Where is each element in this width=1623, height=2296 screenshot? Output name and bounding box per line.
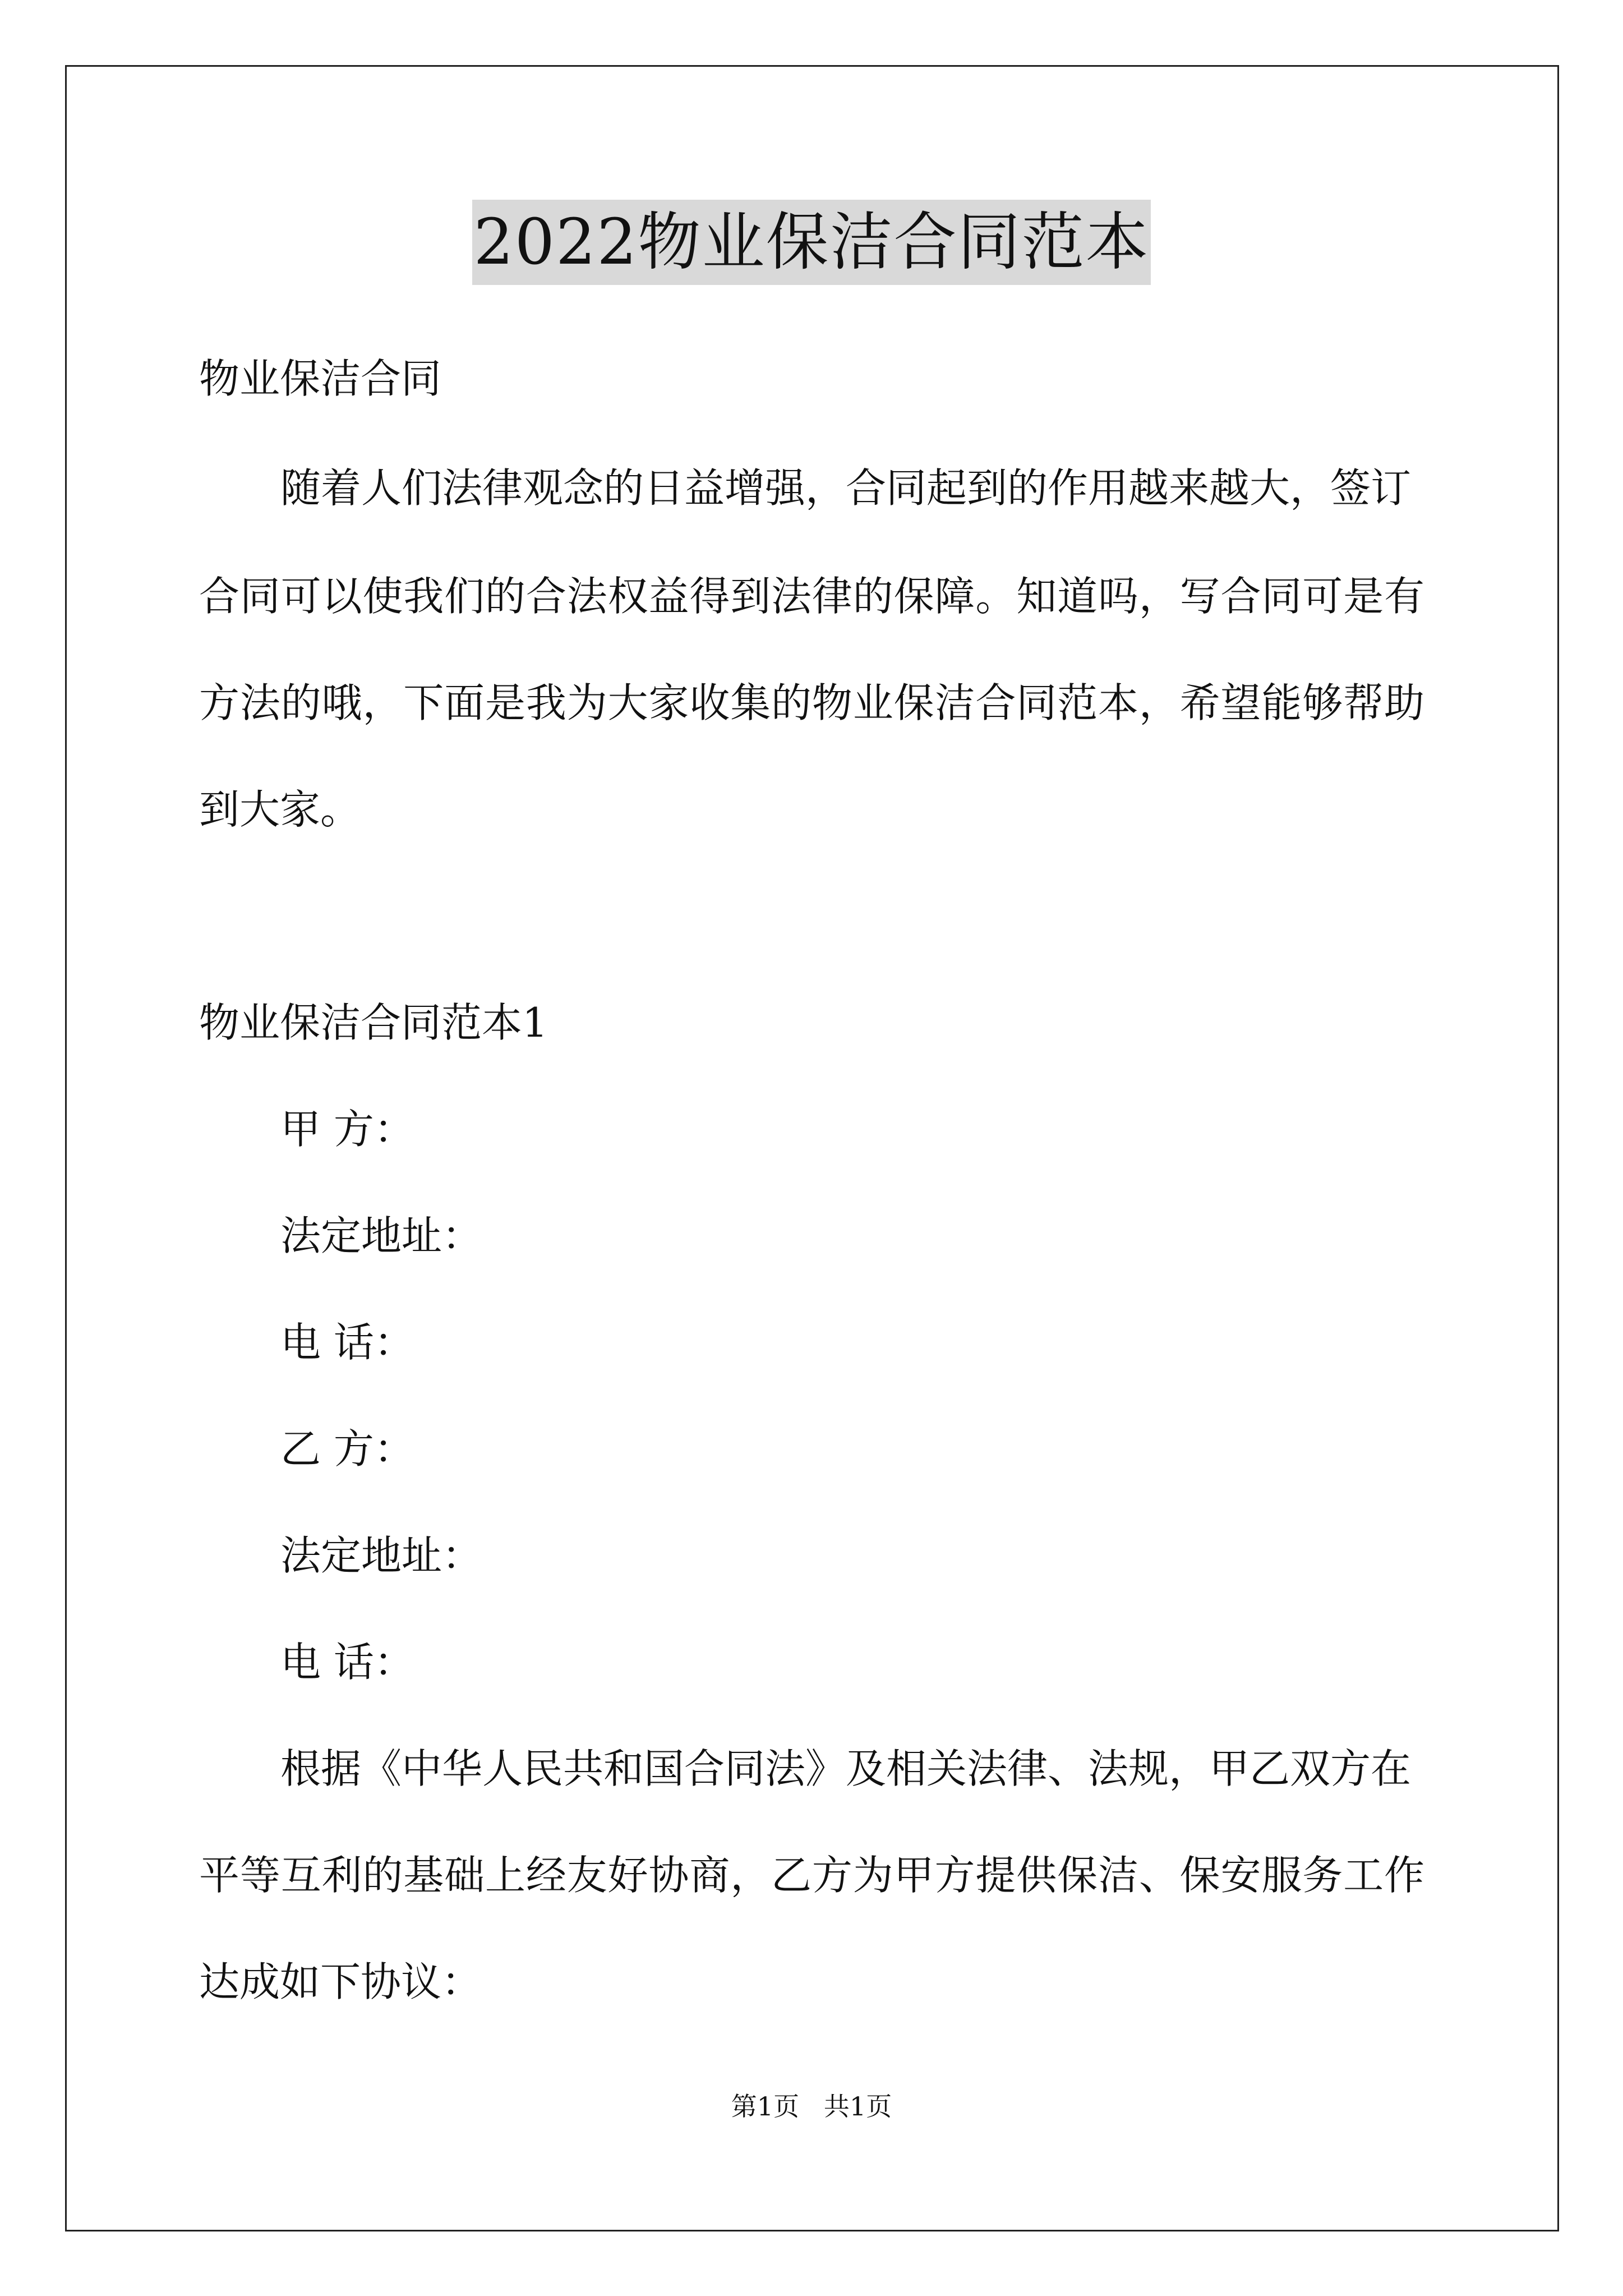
intro-paragraph-line-4: 到大家。 bbox=[199, 786, 361, 833]
party-b-address-label: 法定地址： bbox=[280, 1532, 483, 1579]
party-a-label: 甲 方： bbox=[280, 1106, 414, 1153]
party-a-phone-label: 电 话： bbox=[280, 1319, 414, 1366]
basis-paragraph-line-2: 平等互利的基础上经友好协商，乙方为甲方提供保洁、保安服务工作 bbox=[199, 1852, 1424, 1899]
title-container bbox=[0, 200, 1623, 285]
section-heading: 物业保洁合同范本1 bbox=[199, 999, 548, 1046]
basis-paragraph-line-3: 达成如下协议： bbox=[199, 1958, 482, 2005]
intro-paragraph-line-2: 合同可以使我们的合法权益得到法律的保障。知道吗，写合同可是有 bbox=[199, 573, 1424, 620]
party-a-address-label: 法定地址： bbox=[280, 1212, 483, 1259]
party-b-label: 乙 方： bbox=[280, 1425, 414, 1473]
intro-paragraph-line-1: 随着人们法律观念的日益增强，合同起到的作用越来越大，签订 bbox=[280, 464, 1412, 512]
page-footer: 第1页 共1页 bbox=[731, 2091, 892, 2122]
party-b-phone-label: 电 话： bbox=[280, 1639, 414, 1686]
intro-heading: 物业保洁合同 bbox=[199, 355, 442, 402]
intro-paragraph-line-3: 方法的哦，下面是我为大家收集的物业保洁合同范本，希望能够帮助 bbox=[199, 679, 1424, 726]
document-title: 2022物业保洁合同范本 bbox=[472, 200, 1150, 285]
basis-paragraph-line-1: 根据《中华人民共和国合同法》及相关法律、法规，甲乙双方在 bbox=[280, 1745, 1412, 1792]
